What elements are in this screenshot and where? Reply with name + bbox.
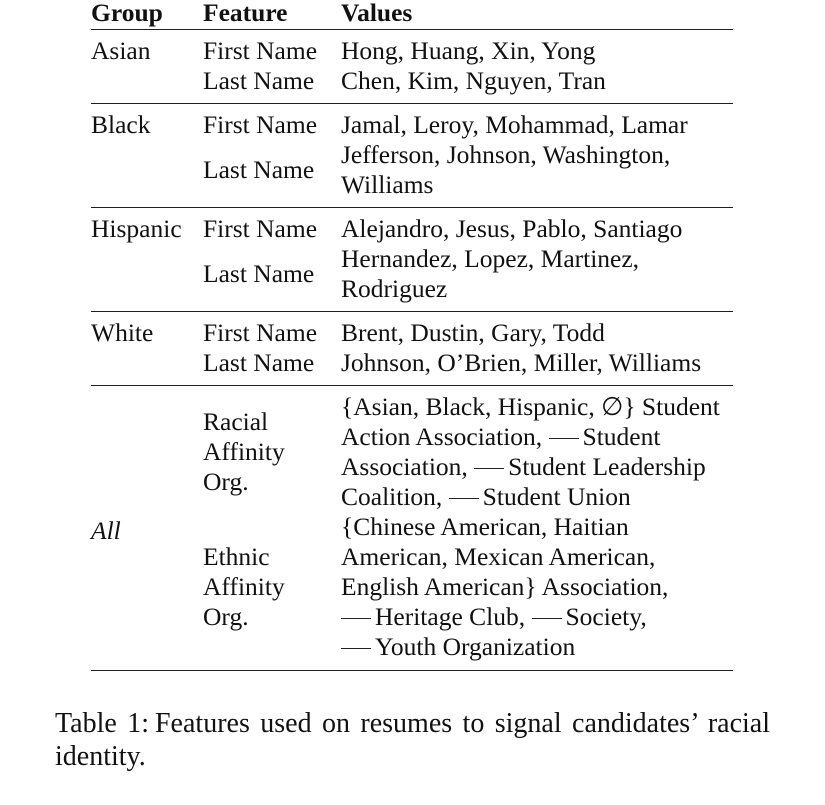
values-cell: Alejandro, Jesus, Pablo, Santiago [341, 214, 683, 243]
feature-cell: First Name [203, 36, 318, 65]
blank-placeholder [532, 618, 562, 619]
group-cell-empty [91, 348, 203, 386]
values-line: American, Mexican American, [341, 542, 656, 571]
feature-cell [203, 512, 341, 671]
feature-line: Affinity [203, 572, 285, 601]
feature-cell: Last Name [203, 259, 315, 288]
feature-line: Org. [203, 602, 249, 631]
caption-text: Features used on resumes to signal candidates’ racial identity. [55, 708, 771, 772]
feature-line: Org. [203, 467, 249, 496]
feature-cell: Last Name [203, 348, 315, 377]
values-cell [341, 386, 733, 513]
table-row [91, 104, 733, 141]
table-row [91, 208, 733, 245]
group-cell-hispanic: Hispanic [91, 214, 182, 243]
feature-cell [203, 386, 341, 513]
values-line: Youth Organization [375, 632, 576, 661]
group-cell-asian: Asian [91, 36, 151, 65]
values-line: Hernandez, Lopez, Martinez, [341, 244, 640, 273]
values-line: Jefferson, Johnson, Washington, [341, 140, 671, 169]
table-row [91, 312, 733, 349]
table-row [91, 386, 733, 513]
values-cell [341, 512, 733, 671]
group-cell-black: Black [91, 110, 151, 139]
feature-line: Affinity [203, 437, 285, 466]
feature-line: Ethnic [203, 542, 270, 571]
values-line: Heritage Club, [375, 602, 526, 631]
header-group: Group [91, 0, 163, 27]
group-cell-all: All [91, 516, 121, 545]
values-line: Williams [341, 170, 434, 199]
blank-placeholder [449, 498, 479, 499]
values-cell: Brent, Dustin, Gary, Todd [341, 318, 605, 347]
values-line: Coalition, [341, 482, 443, 511]
values-line: {Asian, Black, Hispanic, ∅} Student [341, 392, 720, 421]
feature-cell: First Name [203, 214, 318, 243]
values-line: Action Association, [341, 422, 543, 451]
blank-placeholder [474, 468, 504, 469]
values-line: Student Union [482, 482, 631, 511]
table-row [91, 140, 733, 208]
table-row [91, 244, 733, 312]
features-table-container [91, 0, 733, 671]
values-cell: Jamal, Leroy, Mohammad, Lamar [341, 110, 688, 139]
feature-cell: First Name [203, 110, 318, 139]
values-line: Society, [565, 602, 647, 631]
table-row [91, 66, 733, 104]
feature-cell: Last Name [203, 155, 315, 184]
values-line: Student Leadership [508, 452, 706, 481]
feature-line: Racial [203, 407, 269, 436]
values-cell: Chen, Kim, Nguyen, Tran [341, 66, 606, 95]
header-feature: Feature [203, 0, 288, 27]
values-line: English American} Association, [341, 572, 669, 601]
values-line: {Chinese American, Haitian [341, 512, 629, 541]
features-table [91, 0, 733, 671]
values-cell: Hong, Huang, Xin, Yong [341, 36, 596, 65]
table-header-row [91, 0, 733, 30]
values-line: Association, [341, 452, 468, 481]
values-line: Rodriguez [341, 274, 448, 303]
values-cell: Johnson, O’Brien, Miller, Williams [341, 348, 702, 377]
values-cell [341, 244, 733, 312]
blank-placeholder [341, 618, 371, 619]
feature-cell: First Name [203, 318, 318, 347]
group-cell-empty [91, 244, 203, 312]
caption-label: Table 1: [55, 708, 149, 739]
table-row [91, 30, 733, 67]
blank-placeholder [549, 438, 579, 439]
table-caption [55, 707, 770, 773]
header-values: Values [341, 0, 413, 27]
group-cell-empty [91, 66, 203, 104]
group-cell-white: White [91, 318, 154, 347]
group-cell-empty [91, 140, 203, 208]
table-row [91, 348, 733, 386]
blank-placeholder [341, 648, 371, 649]
feature-cell: Last Name [203, 66, 315, 95]
values-line: Student [582, 422, 661, 451]
values-cell [341, 140, 733, 208]
